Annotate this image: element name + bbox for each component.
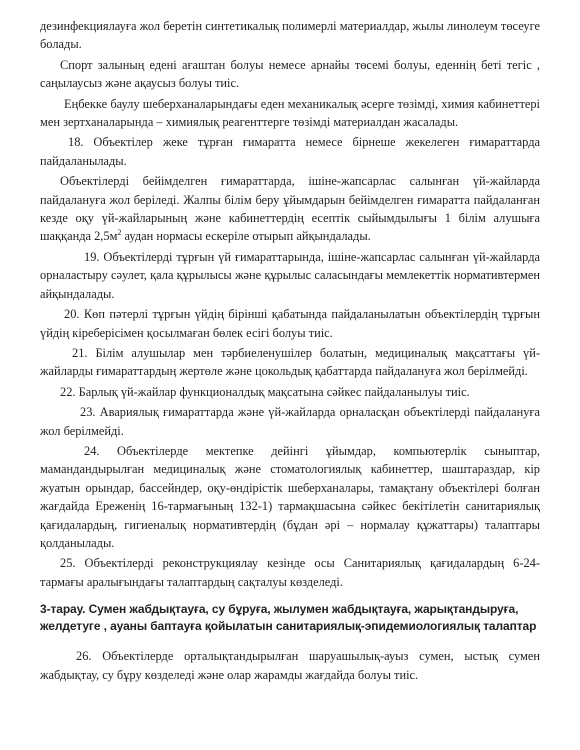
superscript-area-unit: 2: [117, 228, 122, 238]
paragraph-19: 19. Объектілерді тұрғын үй ғимараттарында, ішіне-жапсарлас салынған үй-жайларда орналастыру сәулет, қала құрылысы және құрылыс саласындағы мемлекеттік нормативтермен айқындалады.: [40, 249, 540, 301]
paragraph-adapted-text: Объектілерді бейімделген ғимараттарда, ішіне-жапсарлас салынған үй-жайларда пайдалануға жол беріледі. Жалпы білім беру ұйымдарын бейімделген ғимаратта пайдаланған кезде оқу үй-жайларының және кабинеттердің есептік сыйымдылығы 1 білім алушыға шаққанда 2,5м: [40, 174, 540, 244]
paragraph-23: 23. Авариялық ғимараттарда және үй-жайларда орналасқан объектілерді пайдалануға жол берілмейді.: [40, 405, 540, 438]
paragraph-24: 24. Объектілерде мектепке дейінгі ұйымдар, компьютерлік сыныптар, мамандандырылған медициналық және стоматологиялық кабинеттер, шаштараздар, кір жуатын орындар, бассейндер, оқу-өндірістік шеберханалары, тамақтану объектілері болған жағдайда Ереженің 16-тармағының 132-1) тармақшасына сәйкес бекітілетін санитариялық қағидалардың, гигиеналық нормативтердің (бұдан әрі – нормалау құжаттары) талаптары қолданылады.: [40, 443, 540, 550]
paragraph-21: 21. Білім алушылар мен тәрбиеленушілер болатын, медициналық мақсаттағы үй-жайларды ғимараттардың жертөле және цокольдық қабаттарда пайдалануға жол берілмейді.: [40, 345, 540, 379]
paragraph-26: 26. Объектілерде орталықтандырылған шаруашылық-ауыз сумен, ыстық сумен жабдықтау, су бұру көзделеді және олар жарамды жағдайда болуы тиіс.: [40, 649, 540, 682]
paragraph-25: 25. Объектілерді реконструкциялау кезінде осы Санитариялық қағидалардың 6-24-тармағы аралығындағы талаптардың сақталуы көзделеді.: [40, 556, 540, 589]
paragraph-22: 22. Барлық үй-жайлар функционалдық мақсатына сәйкес пайдаланылуы тиіс.: [60, 384, 470, 399]
chapter-3-heading: 3-тарау. Сумен жабдықтауға, су бұруға, жылумен жабдықтауға, жарықтандыруға, желдетуге , ауаны баптауға қойылатын санитариялық-эпидемиологиялық талаптар: [40, 602, 537, 634]
paragraph-20: 20. Көп пәтерлі тұрғын үйдің бірінші қабатында пайдаланылатын объектілердің тұрғын үйдің кіреберісімен қосылмаған бөлек есігі болуы тиіс.: [40, 307, 540, 340]
paragraph-sports-hall-floor: Спорт залының едені ағаштан болуы немесе арнайы төсемі болуы, еденнің беті тегіс , саңылаусыз және ақаусыз болуы тиіс.: [40, 57, 540, 91]
paragraph-workshop-floor: Еңбекке баулу шеберханаларындағы еден механикалық әсерге төзімді, химия кабинеттері мен зертханаларында – химиялық реагенттерге төзімді материалдан жасалады.: [40, 96, 540, 130]
paragraph-adapted-buildings: [40, 172, 540, 246]
paragraph-18: 18. Объектілер жеке тұрған ғимаратта немесе бірнеше жекелеген ғимараттарда пайдаланылады.: [40, 135, 540, 168]
paragraph-continuation: дезинфекциялауға жол беретін синтетикалық полимерлі материалдар, жылы линолеум төсеуге болады.: [40, 19, 540, 52]
paragraph-adapted-text-end: аудан нормасы ескеріле отырып айқындалады.: [121, 229, 371, 244]
